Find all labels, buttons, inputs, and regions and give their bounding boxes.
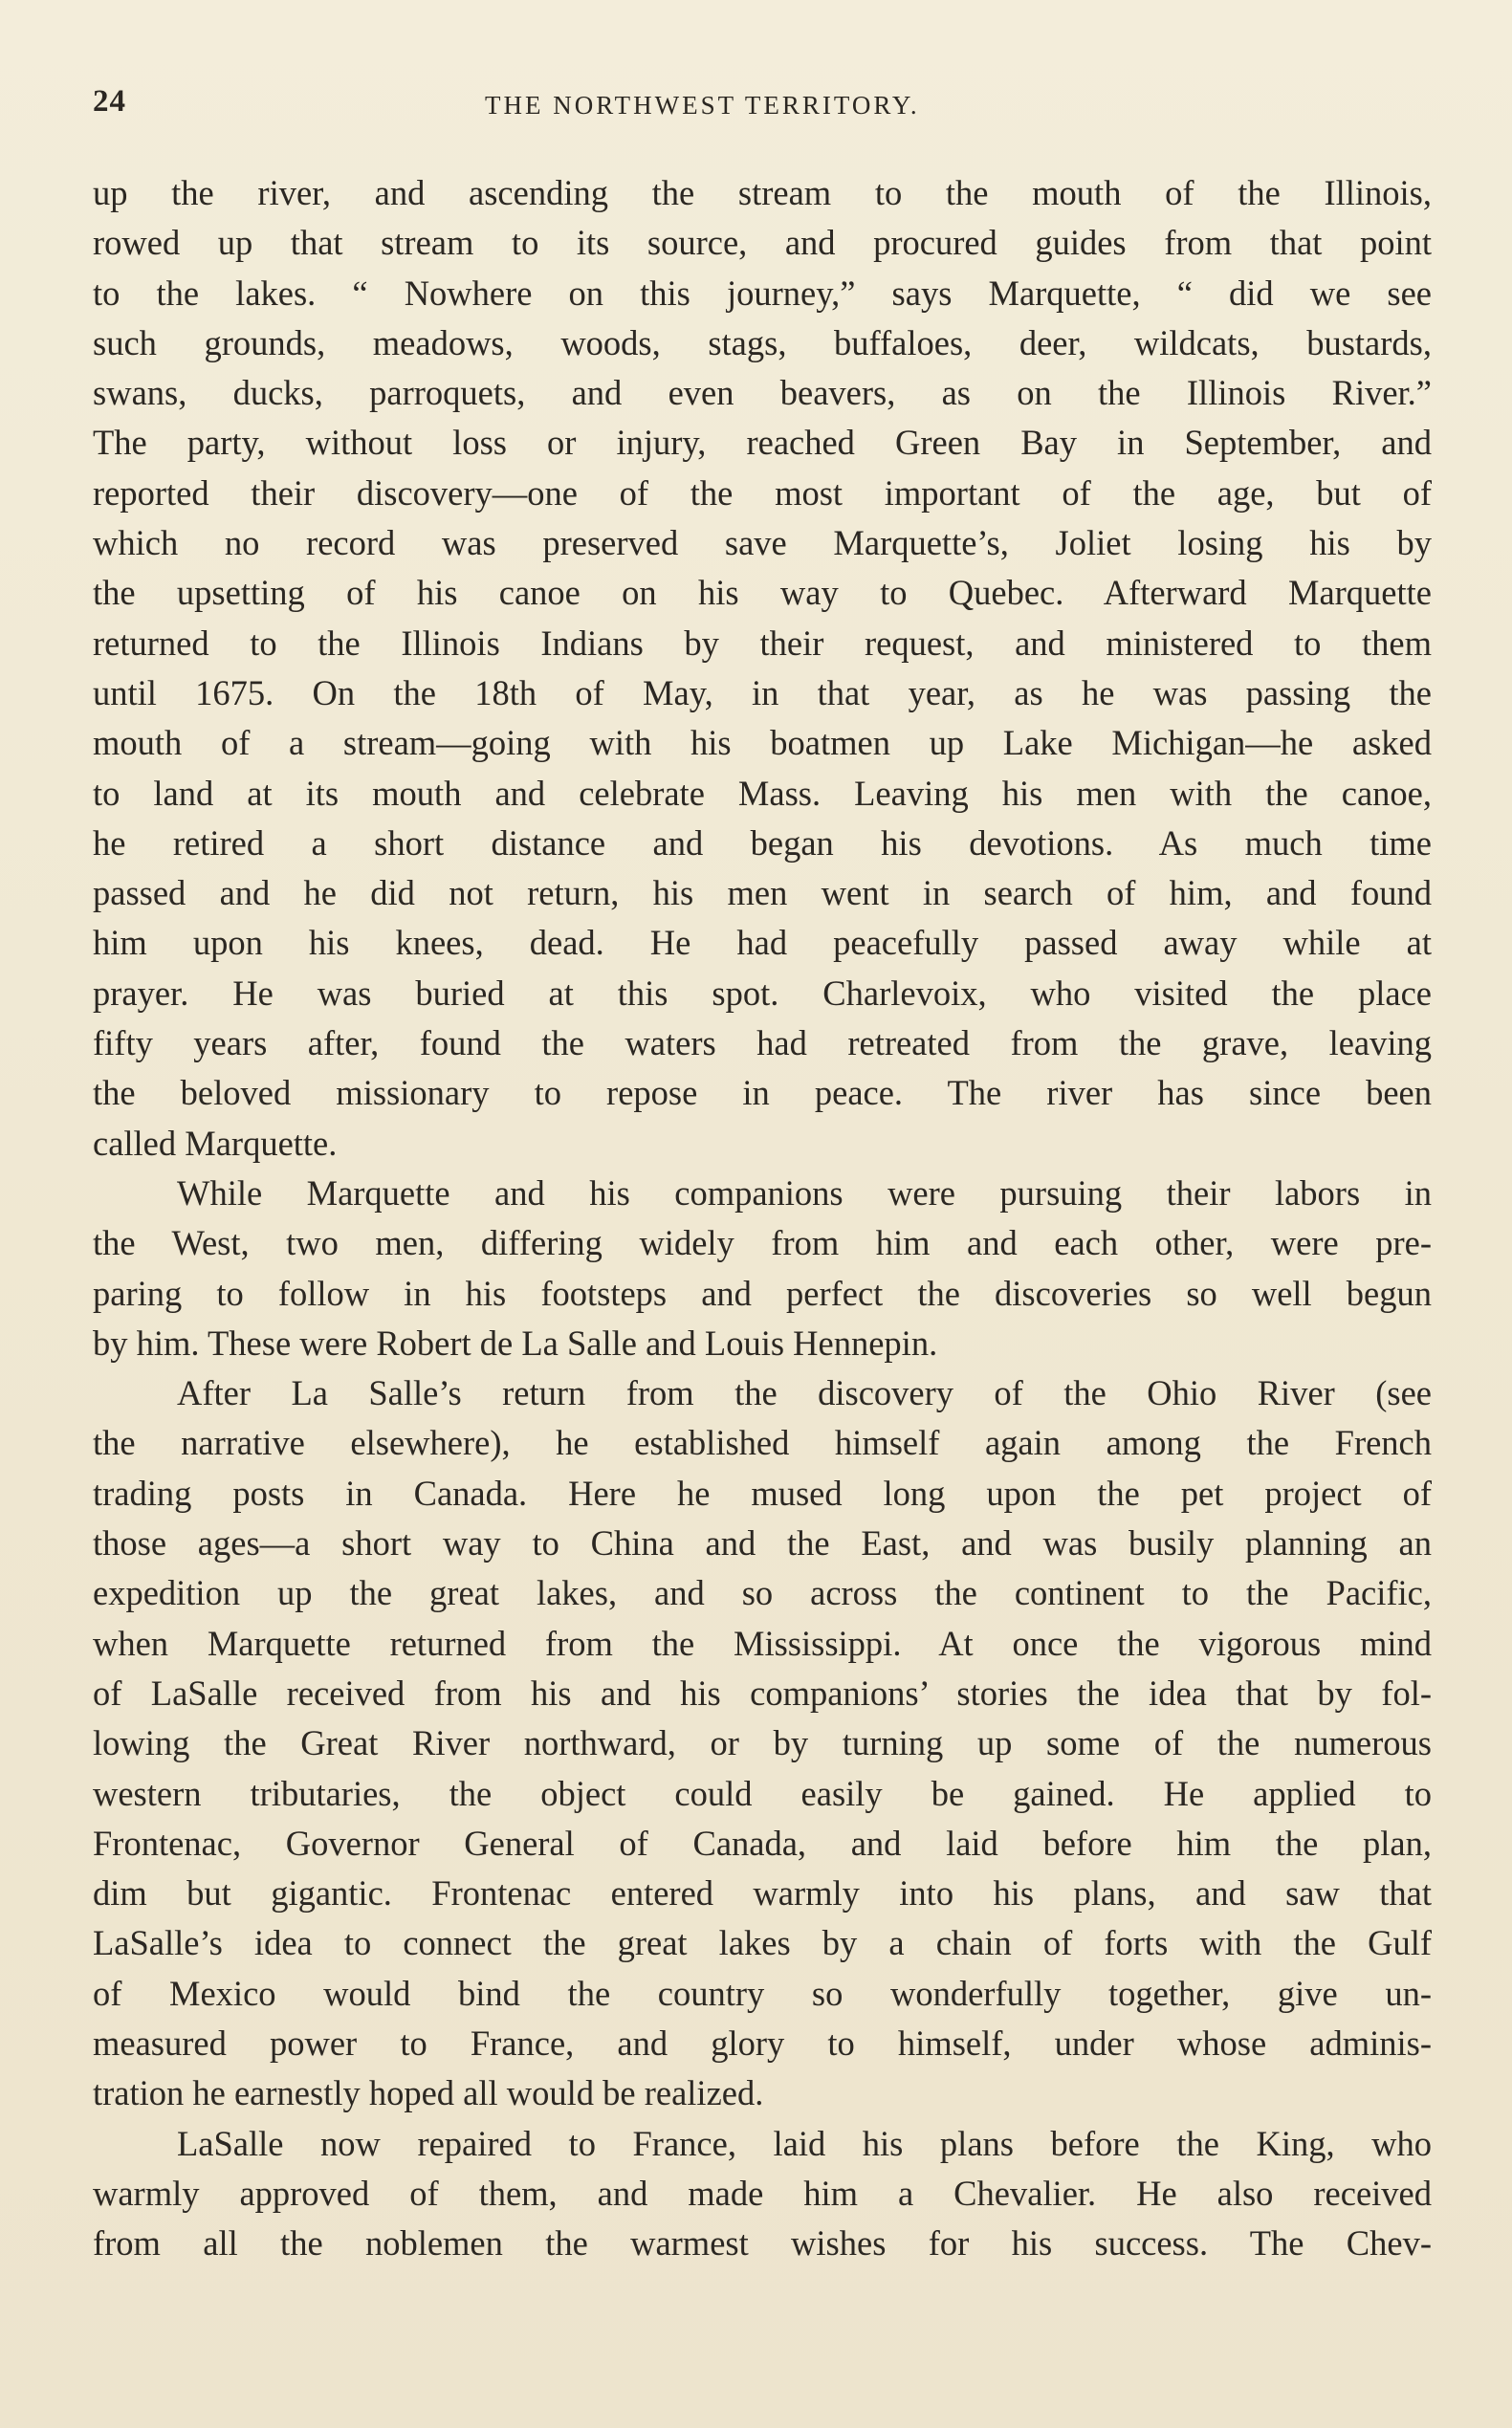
text-line: rowed up that stream to its source, and procured guides from that point bbox=[93, 223, 1432, 263]
text-line: LaSalle’s idea to connect the great lakes by a chain of forts with the Gulf bbox=[93, 1923, 1432, 1963]
text-line: until 1675. On the 18th of May, in that year, as he was passing the bbox=[93, 672, 1432, 712]
text-line: to the lakes. “ Nowhere on this journey,” says Marquette, “ did we see bbox=[93, 273, 1432, 313]
text-line: to land at its mouth and celebrate Mass. Leaving his men with the canoe, bbox=[93, 773, 1432, 813]
text-line: paring to follow in his footsteps and perfect the discoveries so well begun bbox=[93, 1273, 1432, 1313]
text-line: by him. These were Robert de La Salle and Louis Hennepin. bbox=[93, 1323, 938, 1363]
body-text bbox=[93, 168, 1432, 2268]
text-line: lowing the Great River northward, or by turning up some of the numerous bbox=[93, 1723, 1432, 1763]
text-line: him upon his knees, dead. He had peacefully passed away while at bbox=[93, 923, 1432, 963]
text-line: which no record was preserved save Marquette’s, Joliet losing his by bbox=[93, 523, 1432, 563]
page-number: 24 bbox=[93, 84, 126, 119]
text-line: returned to the Illinois Indians by their request, and ministered to them bbox=[93, 623, 1432, 663]
running-head: THE NORTHWEST TERRITORY. bbox=[485, 91, 920, 120]
text-line: The party, without loss or injury, reached Green Bay in September, and bbox=[93, 423, 1432, 463]
text-line: the West, two men, differing widely from him and each other, were pre- bbox=[93, 1223, 1432, 1263]
text-line: measured power to France, and glory to himself, under whose adminis- bbox=[93, 2023, 1432, 2063]
text-line: swans, ducks, parroquets, and even beavers, as on the Illinois River.” bbox=[93, 373, 1432, 413]
text-line: LaSalle now repaired to France, laid his plans before the King, who bbox=[177, 2123, 1432, 2163]
text-line: the beloved missionary to repose in peace. The river has since been bbox=[93, 1073, 1432, 1113]
text-line: called Marquette. bbox=[93, 1123, 338, 1163]
text-line: prayer. He was buried at this spot. Charlevoix, who visited the place bbox=[93, 973, 1432, 1013]
text-line: After La Salle’s return from the discovery of the Ohio River (see bbox=[177, 1373, 1432, 1413]
text-line: mouth of a stream—going with his boatmen up Lake Michigan—he asked bbox=[93, 723, 1432, 763]
text-line: he retired a short distance and began his devotions. As much time bbox=[93, 822, 1432, 863]
text-line: Frontenac, Governor General of Canada, and laid before him the plan, bbox=[93, 1823, 1432, 1863]
text-line: expedition up the great lakes, and so across the continent to the Pacific, bbox=[93, 1573, 1432, 1613]
text-line: reported their discovery—one of the most important of the age, but of bbox=[93, 472, 1432, 513]
text-line: the upsetting of his canoe on his way to Quebec. Afterward Marquette bbox=[93, 573, 1432, 613]
text-line: warmly approved of them, and made him a Chevalier. He also received bbox=[93, 2173, 1432, 2213]
text-line: the narrative elsewhere), he established himself again among the French bbox=[93, 1423, 1432, 1463]
text-line: tration he earnestly hoped all would be realized. bbox=[93, 2073, 764, 2113]
text-line: from all the noblemen the warmest wishes for his success. The Chev- bbox=[93, 2223, 1432, 2264]
text-line: passed and he did not return, his men went in search of him, and found bbox=[93, 873, 1432, 913]
text-line: of Mexico would bind the country so wonderfully together, give un- bbox=[93, 1973, 1432, 2013]
text-line: western tributaries, the object could easily be gained. He applied to bbox=[93, 1773, 1432, 1813]
text-line: While Marquette and his companions were pursuing their labors in bbox=[177, 1172, 1432, 1213]
page-header bbox=[93, 84, 1432, 132]
text-line: up the river, and ascending the stream to the mouth of the Illinois, bbox=[93, 173, 1432, 212]
text-line: such grounds, meadows, woods, stags, buffaloes, deer, wildcats, bustards, bbox=[93, 322, 1432, 362]
text-line: of LaSalle received from his and his companions’ stories the idea that by fol- bbox=[93, 1673, 1432, 1713]
text-line: those ages—a short way to China and the East, and was busily planning an bbox=[93, 1523, 1432, 1564]
text-line: when Marquette returned from the Mississippi. At once the vigorous mind bbox=[93, 1623, 1432, 1663]
text-line: fifty years after, found the waters had retreated from the grave, leaving bbox=[93, 1023, 1432, 1063]
text-line: trading posts in Canada. Here he mused long upon the pet project of bbox=[93, 1473, 1432, 1513]
text-line: dim but gigantic. Frontenac entered warmly into his plans, and saw that bbox=[93, 1873, 1432, 1914]
